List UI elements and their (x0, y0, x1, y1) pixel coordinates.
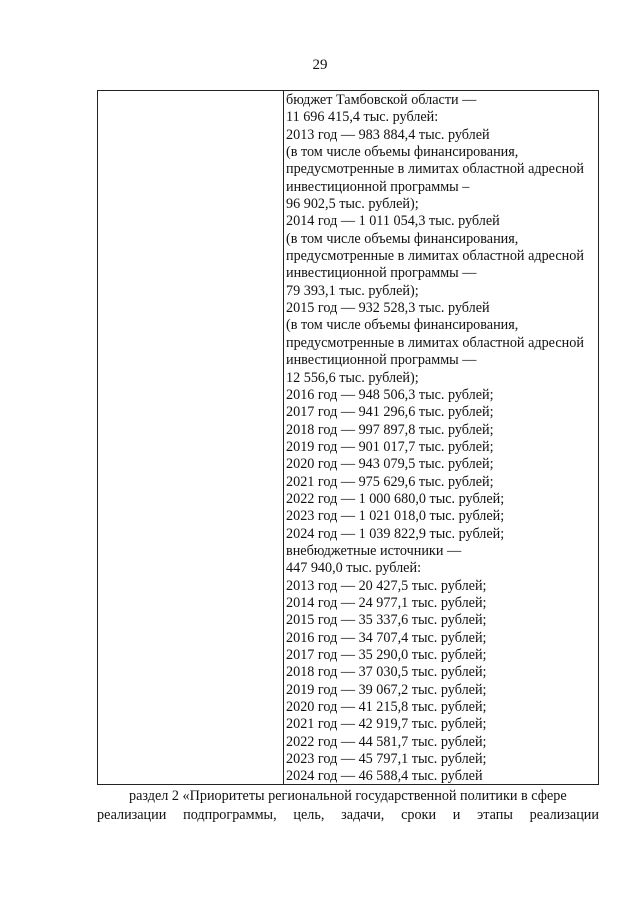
funding-line: 2023 год — 45 797,1 тыс. рублей; (286, 751, 487, 768)
funding-line: (в том числе объемы финансирования, (286, 230, 519, 247)
funding-line: предусмотренные в лимитах областной адресной (286, 334, 584, 351)
funding-line: (в том числе объемы финансирования, (286, 317, 519, 334)
page-number: 29 (312, 57, 328, 73)
funding-line: (в том числе объемы финансирования, (286, 144, 519, 161)
funding-line: 2019 год — 39 067,2 тыс. рублей; (286, 681, 487, 698)
funding-line: 12 556,6 тыс. рублей); (286, 369, 419, 386)
funding-line: 2016 год — 34 707,4 тыс. рублей; (286, 629, 487, 646)
funding-line: 2019 год — 901 017,7 тыс. рублей; (286, 438, 494, 455)
funding-line: 2021 год — 42 919,7 тыс. рублей; (286, 716, 487, 733)
table-right-cell (286, 92, 592, 786)
funding-line: 79 393,1 тыс. рублей); (286, 282, 419, 299)
funding-line: 11 696 415,4 тыс. рублей: (286, 109, 439, 126)
funding-line: бюджет Тамбовской области — (286, 92, 477, 108)
funding-line: 2013 год — 983 884,4 тыс. рублей (286, 126, 490, 143)
funding-line: 2016 год — 948 506,3 тыс. рублей; (286, 386, 494, 403)
paragraph-line-2: реализации подпрограммы, цель, задачи, сроки и этапы реализации (97, 807, 599, 823)
funding-line: 2013 год — 20 427,5 тыс. рублей; (286, 577, 487, 594)
funding-line: 2024 год — 1 039 822,9 тыс. рублей; (286, 525, 505, 542)
funding-line: инвестиционной программы — (286, 265, 477, 282)
funding-line: 2018 год — 997 897,8 тыс. рублей; (286, 421, 494, 438)
funding-line: 2014 год — 24 977,1 тыс. рублей; (286, 594, 487, 611)
funding-line: 2015 год — 932 528,3 тыс. рублей (286, 300, 490, 317)
funding-line: 2017 год — 941 296,6 тыс. рублей; (286, 404, 494, 421)
funding-line: предусмотренные в лимитах областной адресной (286, 248, 584, 265)
section-paragraph (97, 787, 599, 825)
funding-table (97, 90, 599, 785)
funding-line: 2024 год — 46 588,4 тыс. рублей (286, 768, 483, 785)
funding-line: 2014 год — 1 011 054,3 тыс. рублей (286, 213, 500, 230)
funding-line: 2023 год — 1 021 018,0 тыс. рублей; (286, 508, 505, 525)
funding-line: 2017 год — 35 290,0 тыс. рублей; (286, 647, 487, 663)
funding-line: 2022 год — 1 000 680,0 тыс. рублей; (286, 490, 505, 507)
funding-line: инвестиционной программы – (286, 178, 470, 195)
funding-line: 2021 год — 975 629,6 тыс. рублей; (286, 473, 494, 490)
funding-line: внебюджетные источники — (286, 542, 462, 559)
funding-line: 2020 год — 943 079,5 тыс. рублей; (286, 456, 494, 473)
table-left-cell (98, 91, 284, 784)
paragraph-line-1: раздел 2 «Приоритеты региональной государственной политики в сфере (129, 788, 567, 804)
funding-line: 96 902,5 тыс. рублей); (286, 196, 419, 213)
funding-line: 447 940,0 тыс. рублей: (286, 560, 422, 577)
funding-line: 2020 год — 41 215,8 тыс. рублей; (286, 699, 487, 716)
funding-line: 2018 год — 37 030,5 тыс. рублей; (286, 664, 487, 681)
funding-line: 2022 год — 44 581,7 тыс. рублей; (286, 733, 487, 750)
funding-line: 2015 год — 35 337,6 тыс. рублей; (286, 612, 487, 629)
funding-line: предусмотренные в лимитах областной адресной (286, 161, 584, 178)
funding-line: инвестиционной программы — (286, 352, 477, 369)
